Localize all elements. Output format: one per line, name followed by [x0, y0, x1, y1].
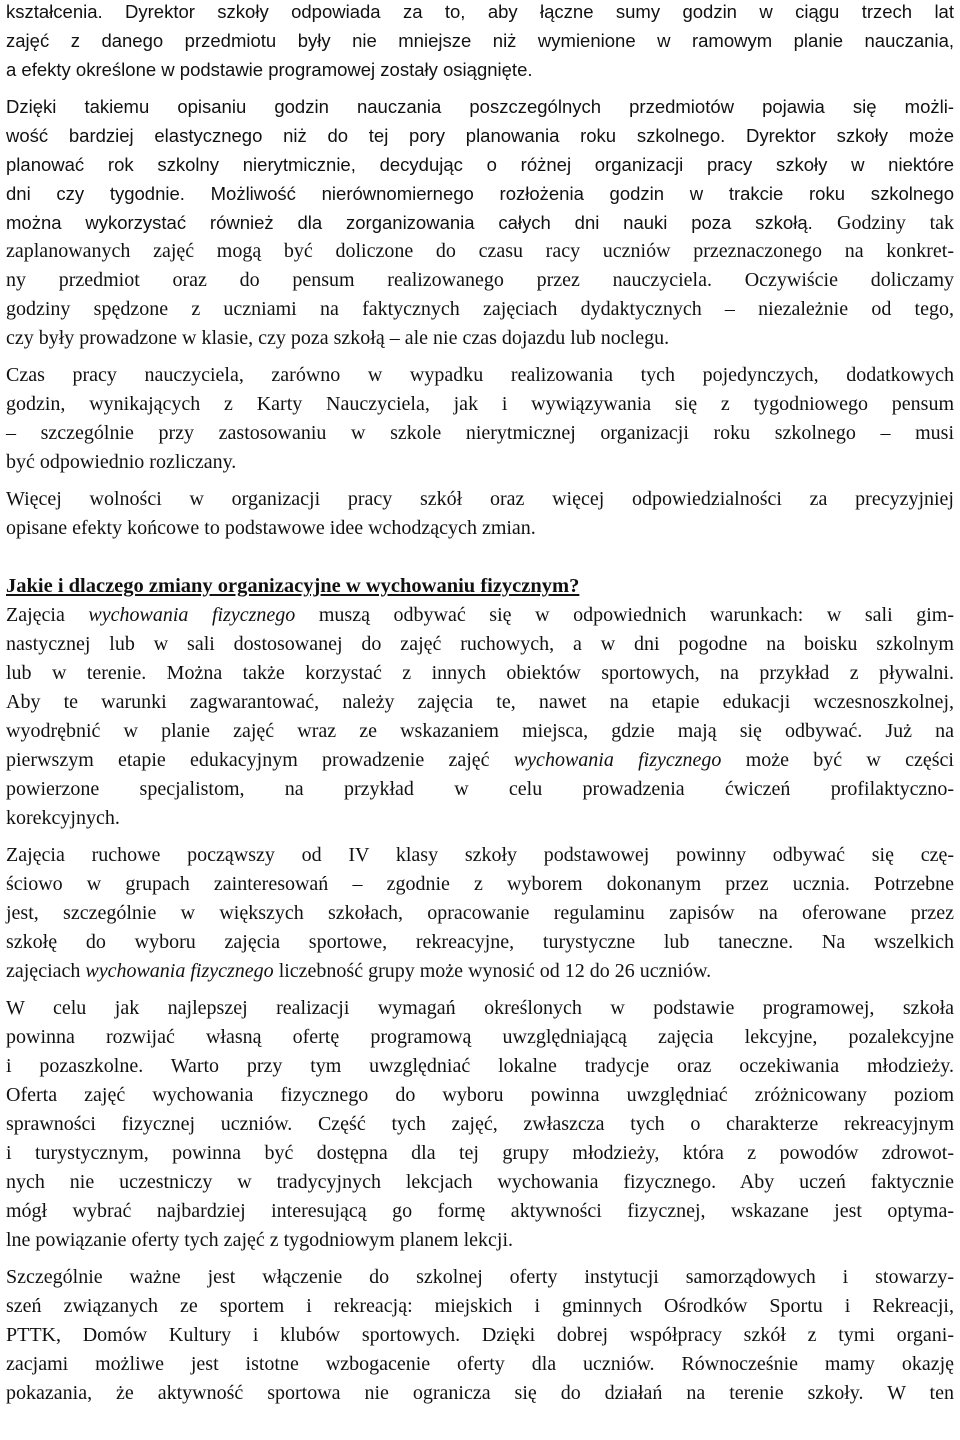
- paragraph-1: [6, 0, 954, 84]
- text-line: godziny spędzone z uczniami na faktycznych zajęciach dydaktycznych – niezależnie od tego,: [6, 298, 954, 320]
- text-line: nych nie uczestniczy w tradycyjnych lekcjach wychowania fizycznego. Aby uczeń faktycznie: [6, 1171, 954, 1193]
- text-line: szkołę do wyboru zajęcia sportowe, rekreacyjne, turystyczne lub taneczne. Na wszelkich: [6, 931, 954, 953]
- text-span: Godziny tak: [837, 212, 954, 234]
- text-span: pierwszym etapie edukacyjnym prowadzenie zajęć: [6, 749, 514, 771]
- text-line: [6, 957, 954, 986]
- text-line: Zajęcia ruchowe począwszy od IV klasy szkoły podstawowej powinny odbywać się czę-: [6, 844, 954, 866]
- text-line: [6, 601, 954, 630]
- text-line: ny przedmiot oraz do pensum realizowanego przez nauczyciela. Oczywiście doliczamy: [6, 269, 954, 291]
- text-span: można wykorzystać również dla zorganizowania całych dni nauki poza szkołą.: [6, 212, 813, 233]
- text-line: Aby te warunki zagwarantować, należy zajęcia te, nawet na etapie edukacji wczesnoszkolnej,: [6, 691, 954, 713]
- text-span: Zajęcia: [6, 604, 89, 626]
- text-line: Czas pracy nauczyciela, zarówno w wypadku realizowania tych pojedynczych, dodatkowych: [6, 364, 954, 386]
- text-line: ściowo w grupach zainteresowań – zgodnie z wyborem dokonanym przez ucznia. Potrzebne: [6, 873, 954, 895]
- text-line: zajęć z danego przedmiotu były nie mniejsze niż wymienione w ramowym planie nauczania,: [6, 30, 954, 51]
- text-line: mógł wybrać najbardziej interesującą go formę aktywności fizycznej, wskazane jest optyma-: [6, 1200, 954, 1222]
- text-line: [6, 208, 954, 237]
- text-line: lne powiązanie oferty tych zajęć z tygodniowym planem lekcji.: [6, 1229, 514, 1251]
- text-line: Więcej wolności w organizacji pracy szkół oraz więcej odpowiedzialności za precyzyjniej: [6, 488, 954, 510]
- text-line: zacjami możliwe jest istotne wzbogacenie oferty dla uczniów. Równocześnie mamy okazję: [6, 1353, 954, 1375]
- text-line: W celu jak najlepszej realizacji wymagań określonych w podstawie programowej, szkoła: [6, 997, 954, 1019]
- text-line: a efekty określone w podstawie programowej zostały osiągnięte.: [6, 59, 533, 80]
- text-line: zaplanowanych zajęć mogą być doliczone do czasu racy uczniów przeznaczonego na konkret-: [6, 240, 954, 262]
- section-heading: Jakie i dlaczego zmiany organizacyjne w wychowaniu fizycznym?: [6, 575, 580, 597]
- text-line: korekcyjnych.: [6, 807, 120, 829]
- text-line: czy były prowadzone w klasie, czy poza szkołą – ale nie czas dojazdu lub noclegu.: [6, 327, 670, 349]
- text-span: liczebność grupy może wynosić od 12 do 26 uczniów.: [273, 960, 712, 982]
- text-line: Szczególnie ważne jest włączenie do szkolnej oferty instytucji samorządowych i stowarzy-: [6, 1266, 954, 1288]
- text-line: PTTK, Domów Kultury i klubów sportowych. Dzięki dobrej współpracy szkół z tymi organi-: [6, 1324, 954, 1346]
- text-line: powierzone specjalistom, na przykład w celu prowadzenia ćwiczeń profilaktyczno-: [6, 778, 954, 800]
- text-line: [6, 746, 954, 775]
- text-line: godzin, wynikających z Karty Nauczyciela, jak i wywiązywania się z tygodniowego pensum: [6, 393, 954, 415]
- italic-term: wychowania fizycznego: [88, 604, 296, 626]
- text-line: opisane efekty końcowe to podstawowe idee wchodzących zmian.: [6, 517, 536, 539]
- text-line: i turystycznym, powinna być dostępna dla tej grupy młodzieży, która z powodów zdrowot-: [6, 1142, 954, 1164]
- text-line: planować rok szkolny nierytmicznie, decydując o różnej organizacji pracy szkoły w niektóre: [6, 154, 954, 175]
- text-line: wość bardziej elastycznego niż do tej pory planowania roku szkolnego. Dyrektor szkoły może: [6, 125, 954, 146]
- text-span: może być w części: [721, 749, 954, 771]
- text-line: kształcenia. Dyrektor szkoły odpowiada za to, aby łączne sumy godzin w ciągu trzech lat: [6, 1, 954, 22]
- text-line: lub w terenie. Można także korzystać z innych obiektów sportowych, na przykład z pływalni.: [6, 662, 954, 684]
- text-line: powinna rozwijać własną ofertę programową uwzględniającą zajęcia lekcyjne, pozalekcyjne: [6, 1026, 954, 1048]
- italic-term: wychowania fizycznego: [85, 960, 274, 982]
- paragraph-3: [6, 361, 954, 477]
- text-line: wyodrębnić w planie zajęć wraz ze wskazaniem miejsca, gdzie mają się odbywać. Już na: [6, 720, 954, 742]
- text-span: zajęciach: [6, 960, 86, 982]
- text-line: jest, szczególnie w większych szkołach, opracowanie regulaminu zapisów na oferowane przez: [6, 902, 954, 924]
- paragraph-5: [6, 601, 954, 833]
- text-line: szeń związanych ze sportem i rekreacją: miejskich i gminnych Ośrodków Sportu i Rekreacji,: [6, 1295, 954, 1317]
- text-line: pokazania, że aktywność sportowa nie ogranicza się do działań na terenie szkoły. W ten: [6, 1382, 954, 1404]
- paragraph-7: [6, 994, 954, 1255]
- text-line: Dzięki takiemu opisaniu godzin nauczania poszczególnych przedmiotów pojawia się możli-: [6, 96, 954, 117]
- text-line: nastycznej lub w sali dostosowanej do zajęć ruchowych, a w dni pogodne na boisku szkolnym: [6, 633, 954, 655]
- paragraph-2: [6, 92, 954, 353]
- paragraph-6: [6, 841, 954, 986]
- italic-term: wychowania fizycznego: [513, 749, 722, 771]
- paragraph-8: [6, 1263, 954, 1408]
- document-page: [6, 0, 954, 1416]
- text-line: być odpowiednio rozliczany.: [6, 451, 237, 473]
- text-line: Oferta zajęć wychowania fizycznego do wyboru powinna uwzględniać zróżnicowany poziom: [6, 1084, 954, 1106]
- text-line: i pozaszkolne. Warto przy tym uwzględniać lokalne tradycje oraz oczekiwania młodzieży.: [6, 1055, 954, 1077]
- text-span: muszą odbywać się w odpowiednich warunkach: w sali gim-: [295, 604, 954, 626]
- text-line: sprawności fizycznej uczniów. Część tych zajęć, zwłaszcza tych o charakterze rekreacyjnym: [6, 1113, 954, 1135]
- paragraph-4: [6, 485, 954, 543]
- text-line: dni czy tygodnie. Możliwość nierównomiernego rozłożenia godzin w trakcie roku szkolnego: [6, 183, 954, 204]
- text-line: – szczególnie przy zastosowaniu w szkole nierytmicznej organizacji roku szkolnego – musi: [6, 422, 954, 444]
